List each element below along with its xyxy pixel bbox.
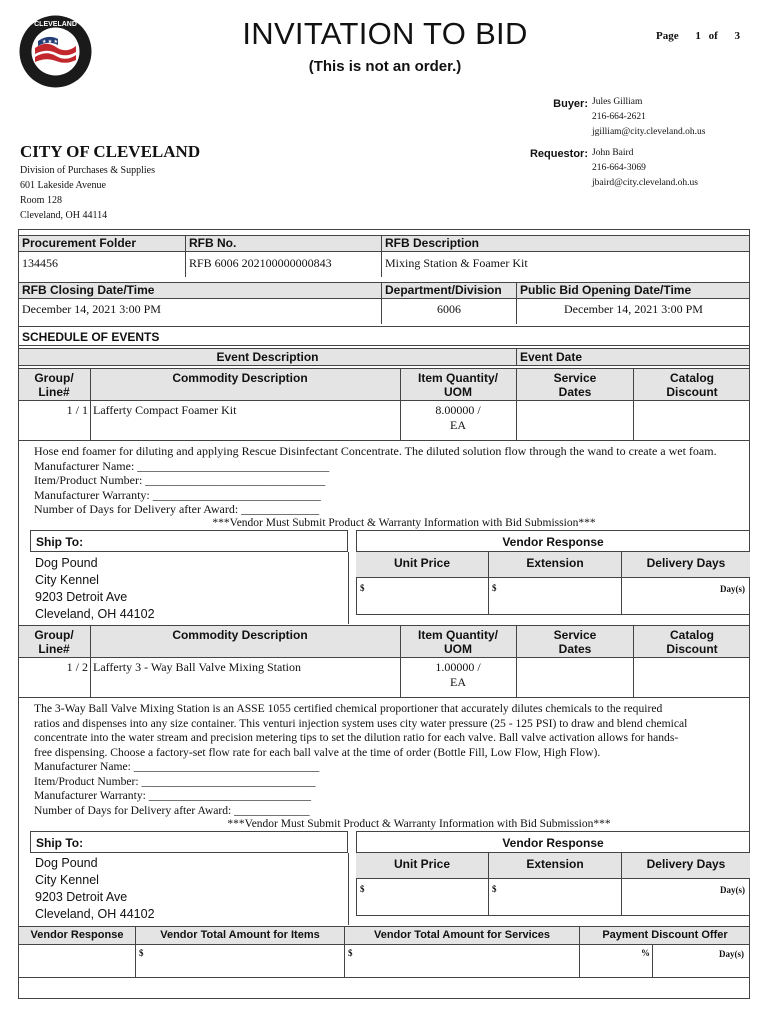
org-line: Room 128 — [20, 195, 62, 206]
org-line: 601 Lakeside Avenue — [20, 180, 106, 191]
requestor-email[interactable]: jbaird@city.cleveland.oh.us — [592, 178, 699, 188]
divider — [516, 368, 517, 440]
quantity-header: Item Quantity/ UOM — [417, 628, 498, 656]
ship-to-label: Ship To: — [36, 535, 84, 549]
closing-date-value: December 14, 2021 3:00 PM — [22, 302, 161, 316]
rfb-description-label: RFB Description — [385, 236, 480, 250]
group-line-header: Group/ Line# — [34, 371, 74, 399]
document-title: INVITATION TO BID — [242, 16, 528, 51]
total-services-label: Vendor Total Amount for Services — [373, 929, 551, 941]
buyer-name: Jules Gilliam — [592, 97, 643, 107]
city-seal-logo — [18, 14, 93, 89]
divider — [621, 852, 622, 916]
ship-to-address: Dog Pound City Kennel 9203 Detroit Ave Cleveland, OH 44102 — [35, 556, 155, 621]
buyer-phone: 216-664-2621 — [592, 112, 646, 122]
buyer-contact — [592, 95, 705, 140]
bid-opening-value: December 14, 2021 3:00 PM — [564, 302, 703, 316]
item-description: Hose end foamer for diluting and applying Rescue Disinfectant Concentrate. The diluted solution flow through the wand to create a wet foam. Manufacturer Name: ________________________________ Item/Product Number: ______________________________ Manufacturer Warranty: ____________________________ Number of Days for Delivery after Award: _____________ — [34, 444, 717, 516]
unit-price-label: Unit Price — [393, 857, 450, 871]
svg-text:★ ★ ★: ★ ★ ★ — [42, 40, 58, 45]
discount-days-input[interactable]: Day(s) — [719, 949, 744, 959]
divider — [348, 853, 349, 925]
ship-to-address: Dog Pound City Kennel 9203 Detroit Ave Cleveland, OH 44102 — [35, 856, 155, 921]
delivery-days-input[interactable]: Day(s) — [720, 885, 745, 895]
payment-discount-label: Payment Discount Offer — [602, 929, 728, 941]
vendor-notice: ***Vendor Must Submit Product & Warranty Information with Bid Submission*** — [227, 818, 611, 830]
delivery-days-label: Delivery Days — [646, 857, 726, 871]
commodity-header: Commodity Description — [172, 371, 308, 385]
item-commodity: Lafferty 3 - Way Ball Valve Mixing Station — [93, 660, 302, 674]
buyer-label: Buyer: — [553, 98, 588, 110]
divider — [90, 368, 91, 440]
vendor-response-label: Vendor Response — [502, 535, 604, 549]
catalog-discount-header: Catalog Discount — [666, 628, 718, 656]
group-line-header: Group/ Line# — [34, 628, 74, 656]
vendor-response-total-label: Vendor Response — [30, 929, 124, 941]
commodity-header: Commodity Description — [172, 628, 308, 642]
extension-input[interactable]: $ — [492, 583, 497, 593]
organization-name: CITY OF CLEVELAND — [20, 142, 201, 161]
delivery-days-input[interactable]: Day(s) — [720, 584, 745, 594]
divider — [488, 551, 489, 615]
page-label: Page — [656, 30, 679, 42]
vendor-notice: ***Vendor Must Submit Product & Warranty Information with Bid Submission*** — [212, 517, 596, 529]
total-items-label: Vendor Total Amount for Items — [160, 929, 320, 941]
requestor-label: Requestor: — [529, 148, 588, 160]
ship-to-label: Ship To: — [36, 836, 84, 850]
quantity-header: Item Quantity/ UOM — [417, 371, 498, 399]
page-indicator — [656, 30, 740, 42]
event-description-label: Event Description — [216, 350, 319, 364]
divider — [356, 577, 750, 579]
requestor-name: John Baird — [592, 148, 634, 158]
org-line: Cleveland, OH 44114 — [20, 210, 108, 221]
divider — [19, 976, 749, 978]
divider — [621, 551, 622, 615]
divider — [348, 552, 349, 624]
page-number: 1 — [695, 30, 701, 42]
unit-price-input[interactable]: $ — [360, 583, 365, 593]
procurement-folder-label: Procurement Folder — [22, 236, 137, 250]
divider — [633, 625, 634, 697]
department-label: Department/Division — [385, 283, 502, 297]
service-dates-header: Service Dates — [553, 628, 597, 656]
catalog-discount-header: Catalog Discount — [666, 371, 718, 399]
event-date-label: Event Date — [520, 350, 583, 364]
service-dates-header: Service Dates — [553, 371, 597, 399]
buyer-email[interactable]: jgilliam@city.cleveland.oh.us — [592, 127, 706, 137]
requestor-contact — [592, 146, 698, 191]
document-subtitle: (This is not an order.) — [308, 58, 462, 75]
item-commodity: Lafferty Compact Foamer Kit — [93, 403, 237, 417]
vendor-response-label: Vendor Response — [502, 836, 604, 850]
bid-opening-label: Public Bid Opening Date/Time — [520, 283, 692, 297]
divider — [652, 945, 653, 977]
extension-input[interactable]: $ — [492, 884, 497, 894]
item-description: The 3-Way Ball Valve Mixing Station is an ASSE 1055 certified chemical proportioner that accurately dilutes chemicals to the required ratios and dispenses into any size container. This venturi injection system uses city water pressure (25 - 125 PSI) to draw and blend chemical concentrate into the water stream and precision metering tips to set the dilution ratio for each valve. Ball valve activation allows for hands- free dispensing. Choose a factory-set flow rate for each ball valve at the time of order (Bottle Fill, Low Flow, High Flow). Manufacturer Name: ________________________________ Item/Product Number: ______________________________ Manufacturer Warranty: ____________________________ Number of Days for Delivery after Award: _____________ — [34, 702, 688, 817]
closing-date-label: RFB Closing Date/Time — [22, 283, 155, 297]
discount-percent-input[interactable]: % — [641, 948, 650, 958]
divider — [488, 852, 489, 916]
requestor-phone: 216-664-3069 — [592, 163, 646, 173]
divider — [516, 625, 517, 697]
extension-label: Extension — [526, 556, 584, 570]
divider — [579, 926, 580, 977]
department-value: 6006 — [437, 302, 461, 316]
delivery-days-label: Delivery Days — [646, 556, 726, 570]
item-line-number: 1 / 2 — [66, 660, 88, 674]
divider — [516, 348, 517, 366]
extension-label: Extension — [526, 857, 584, 871]
rfb-description-value: Mixing Station & Foamer Kit — [385, 256, 528, 270]
page-total: 3 — [734, 30, 741, 42]
svg-text:CLEVELAND: CLEVELAND — [34, 21, 77, 28]
procurement-folder-value: 134456 — [22, 256, 58, 270]
divider — [90, 625, 91, 697]
total-items-input[interactable]: $ — [139, 948, 144, 958]
unit-price-input[interactable]: $ — [360, 884, 365, 894]
divider — [19, 696, 749, 698]
item-quantity: 1.00000 / EA — [435, 660, 481, 689]
organization-address — [20, 163, 155, 223]
divider — [381, 235, 382, 277]
rfb-no-label: RFB No. — [189, 236, 237, 250]
item-quantity: 8.00000 / EA — [435, 403, 481, 432]
divider — [633, 368, 634, 440]
divider — [356, 878, 750, 880]
divider — [135, 926, 136, 977]
rfb-no-value: RFB 6006 202100000000843 — [189, 256, 332, 270]
unit-price-label: Unit Price — [393, 556, 450, 570]
item-line-number: 1 / 1 — [66, 403, 88, 417]
divider — [19, 439, 749, 441]
org-line: Division of Purchases & Supplies — [20, 165, 155, 176]
divider — [185, 235, 186, 277]
total-services-input[interactable]: $ — [348, 948, 353, 958]
divider — [344, 926, 345, 977]
schedule-of-events-label: SCHEDULE OF EVENTS — [19, 326, 749, 346]
page-of: of — [708, 30, 718, 42]
